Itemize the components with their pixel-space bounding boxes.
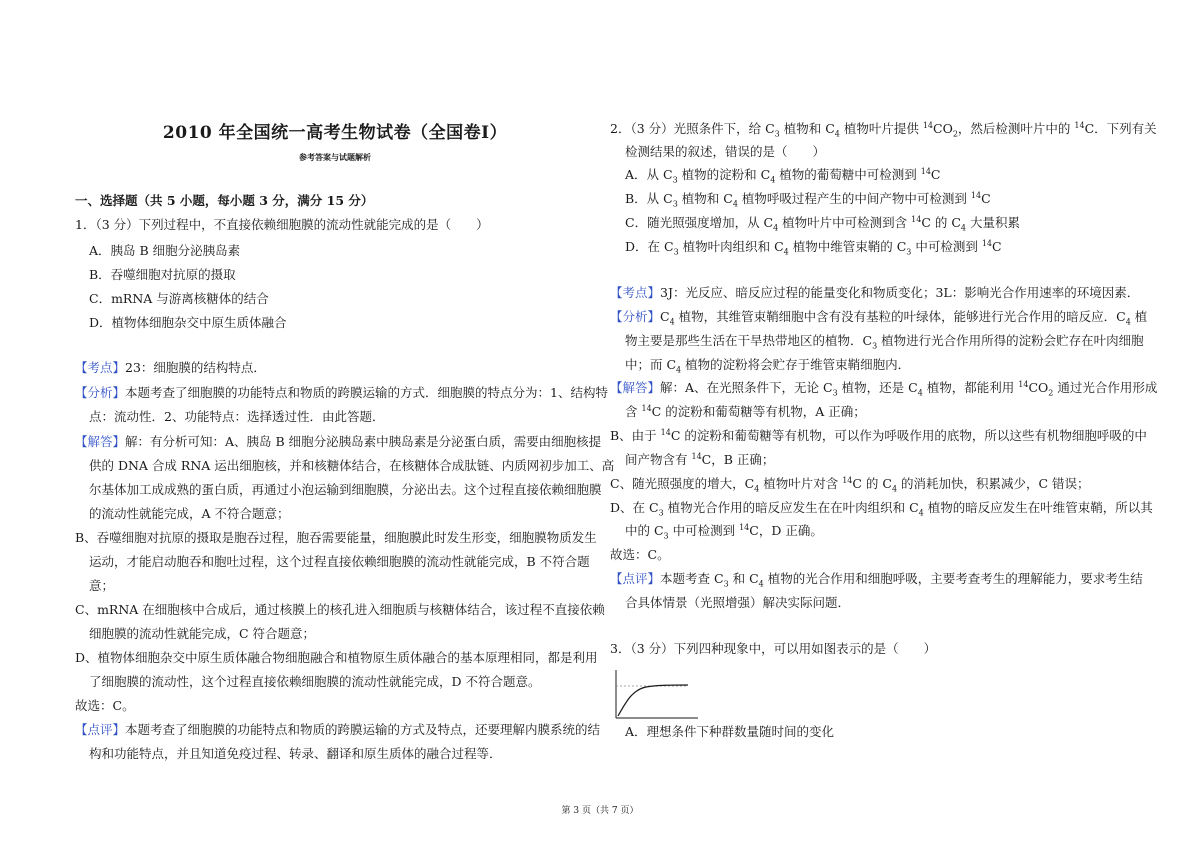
question-1-stem: 1．（3 分）下列过程中，不直接依赖细胞膜的流动性就能完成的是（ ）	[75, 217, 489, 232]
q2-jieda-line-6: D、在 $C_3$ 植物光合作用的暗反应发生在在叶肉组织和 $C_4$ 植物的暗反应发生在叶维管束鞘，所以其	[610, 500, 1153, 518]
q1-option-a: A．胰岛 B 细胞分泌胰岛素	[89, 243, 241, 258]
q1-dianping-line-2: 构和功能特点，并且知道免疫过程、转录、翻译和原生质体的融合过程等．	[89, 746, 502, 761]
q1-dianping-line-1	[75, 722, 600, 738]
question-2-stem-line-1: 2．（3 分）光照条件下，给 $C_3$ 植物和 $C_4$ 植物叶片提供 $^{14}CO_2$，然后检测叶片中的 $^{14}$C．下列有关	[610, 120, 1157, 139]
q1-fenxi-line-1	[75, 385, 608, 401]
jieda-tag: 【解答】	[75, 434, 126, 449]
jieda-text: 解：有分析可知：A、胰岛 B 细胞分泌胰岛素中胰岛素是分泌蛋白质，需要由细胞核提	[125, 434, 602, 449]
kaodian-tag: 【考点】	[610, 285, 661, 300]
q1-jieda-line-3: 尔基体加工成成熟的蛋白质，再通过小泡运输到细胞膜，分泌出去。这个过程直接依赖细胞膜	[89, 482, 602, 497]
q2-fenxi-line-2: 物主要是那些生活在干旱热带地区的植物．$C_3$ 植物进行光合作用所得的淀粉会贮存在叶肉细胞	[625, 333, 1144, 351]
fenxi-tag: 【分析】	[610, 309, 661, 324]
q1-option-d: D．植物体细胞杂交中原生质体融合	[89, 315, 287, 330]
q2-fenxi-line-1: 【分析】$C_4$ 植物，其维管束鞘细胞中含有没有基粒的叶绿体，能够进行光合作用的暗反应．$C_4$ 植	[610, 309, 1148, 327]
q1-jieda-line-12: 故选：C。	[75, 698, 135, 713]
q1-jieda-line-7: 意；	[89, 578, 115, 593]
q1-option-c: C．mRNA 与游离核糖体的结合	[89, 291, 269, 306]
q1-jieda-line-1	[75, 434, 601, 450]
q1-jieda-line-8: C、mRNA 在细胞核中合成后，通过核膜上的核孔进入细胞质与核糖体结合，该过程不直接依赖	[75, 602, 605, 617]
q1-jieda-line-5: B、吞噬细胞对抗原的摄取是胞吞过程，胞吞需要能量，细胞膜此时发生形变，细胞膜物质发生	[75, 530, 597, 545]
q2-jieda-line-3: B、由于 $^{14}$C 的淀粉和葡萄糖等有机物，可以作为呼吸作用的底物，所以这些有机物细胞呼吸的中	[610, 427, 1147, 443]
q2-jieda-line-8: 故选：C。	[610, 547, 670, 562]
growth-curve-figure	[612, 668, 702, 722]
q2-jieda-line-1: 【解答】解：A、在光照条件下，无论 $C_3$ 植物，还是 $C_4$ 植物，都能利用 $^{14}CO_2$ 通过光合作用形成	[610, 379, 1158, 398]
q2-jieda-line-4: 间产物含有 $^{14}$C，B 正确；	[625, 451, 775, 467]
q1-jieda-line-11: 了细胞膜的流动性，这个过程直接依赖细胞膜的流动性就能完成，D 不符合题意。	[89, 674, 541, 689]
page-subtitle: 参考答案与试题解析	[299, 152, 371, 162]
q1-fenxi-line-2: 点：流动性．2、功能特点：选择透过性．由此答题．	[89, 409, 385, 424]
q2-jieda-line-7: 中的 $C_3$ 中可检测到 $^{14}$C，D 正确。	[625, 522, 823, 541]
q1-jieda-line-10: D、植物体细胞杂交中原生质体融合物细胞融合和植物原生质体融合的基本原理相同，都是利用	[75, 650, 598, 665]
page-footer: 第 3 页（共 7 页）	[561, 806, 639, 816]
q2-jieda-line-2: 含 $^{14}$C 的淀粉和葡萄糖等有机物，A 正确；	[625, 403, 866, 419]
jieda-tag: 【解答】	[610, 380, 661, 395]
q2-dianping-line-2: 合具体情景（光照增强）解决实际问题．	[625, 595, 851, 610]
fenxi-text: 本题考查了细胞膜的功能特点和物质的跨膜运输的方式．细胞膜的特点分为：1、结构特	[125, 385, 608, 400]
dianping-tag: 【点评】	[610, 571, 661, 586]
q1-jieda-line-6: 运动，才能启动胞吞和胞吐过程，这个过程直接依赖细胞膜的流动性就能完成，B 不符合题	[89, 554, 590, 569]
q1-jieda-line-2: 供的 DNA 合成 RNA 运出细胞核，并和核糖体结合，在核糖体合成肽链、内质网初步加工、高	[89, 458, 615, 473]
question-2-stem-line-2: 检测结果的叙述，错误的是（ ）	[625, 144, 826, 159]
q1-jieda-line-4: 的流动性就能完成，A 不符合题意；	[89, 506, 290, 521]
q2-option-b: B．从 $C_3$ 植物和 $C_4$ 植物呼吸过程产生的中间产物中可检测到 $^{14}$C	[625, 190, 991, 209]
q2-option-a: A．从 $C_3$ 植物的淀粉和 $C_4$ 植物的葡萄糖中可检测到 $^{14}$C	[625, 166, 941, 185]
kaodian-tag: 【考点】	[75, 360, 126, 375]
page-title: 2010 年全国统一高考生物试卷（全国卷Ⅰ）	[162, 123, 508, 143]
kaodian-text: 23：细胞膜的结构特点．	[125, 360, 266, 375]
q2-fenxi-line-3: 中；而 $C_4$ 植物的淀粉将会贮存于维管束鞘细胞内．	[625, 357, 911, 375]
q2-dianping-line-1: 【点评】本题考查 $C_3$ 和 $C_4$ 植物的光合作用和细胞呼吸，主要考查考生的理解能力，要求考生结	[610, 571, 1143, 589]
dianping-text: 本题考查了细胞膜的功能特点和物质的跨膜运输的方式及特点，还要理解内膜系统的结	[125, 722, 601, 737]
q3-option-a: A．理想条件下种群数量随时间的变化	[625, 724, 835, 739]
q2-option-c: C．随光照强度增加，从 $C_4$ 植物叶片中可检测到含 $^{14}$C 的 $C_4$ 大量积累	[625, 214, 1020, 233]
q1-jieda-line-9: 细胞膜的流动性就能完成，C 符合题意；	[89, 626, 316, 641]
q2-kaodian: 【考点】3J：光反应、暗反应过程的能量变化和物质变化；3L：影响光合作用速率的环境因素．	[610, 285, 1140, 300]
q2-option-d: D．在 $C_3$ 植物叶肉组织和 $C_4$ 植物中维管束鞘的 $C_3$ 中可检测到 $^{14}$C	[625, 238, 1002, 257]
growth-curve	[618, 685, 688, 716]
q2-jieda-line-5: C、随光照强度的增大，$C_4$ 植物叶片对含 $^{14}$C 的 $C_4$ 的消耗加快，积累减少，C 错误；	[610, 475, 1090, 494]
dianping-tag: 【点评】	[75, 722, 126, 737]
question-3-stem: 3．（3 分）下列四种现象中，可以用如图表示的是（ ）	[610, 641, 937, 656]
q1-kaodian	[75, 360, 266, 376]
fenxi-tag: 【分析】	[75, 385, 126, 400]
q1-option-b: B．吞噬细胞对抗原的摄取	[89, 267, 236, 282]
section-heading: 一、选择题（共 5 小题，每小题 3 分，满分 15 分）	[75, 193, 374, 208]
